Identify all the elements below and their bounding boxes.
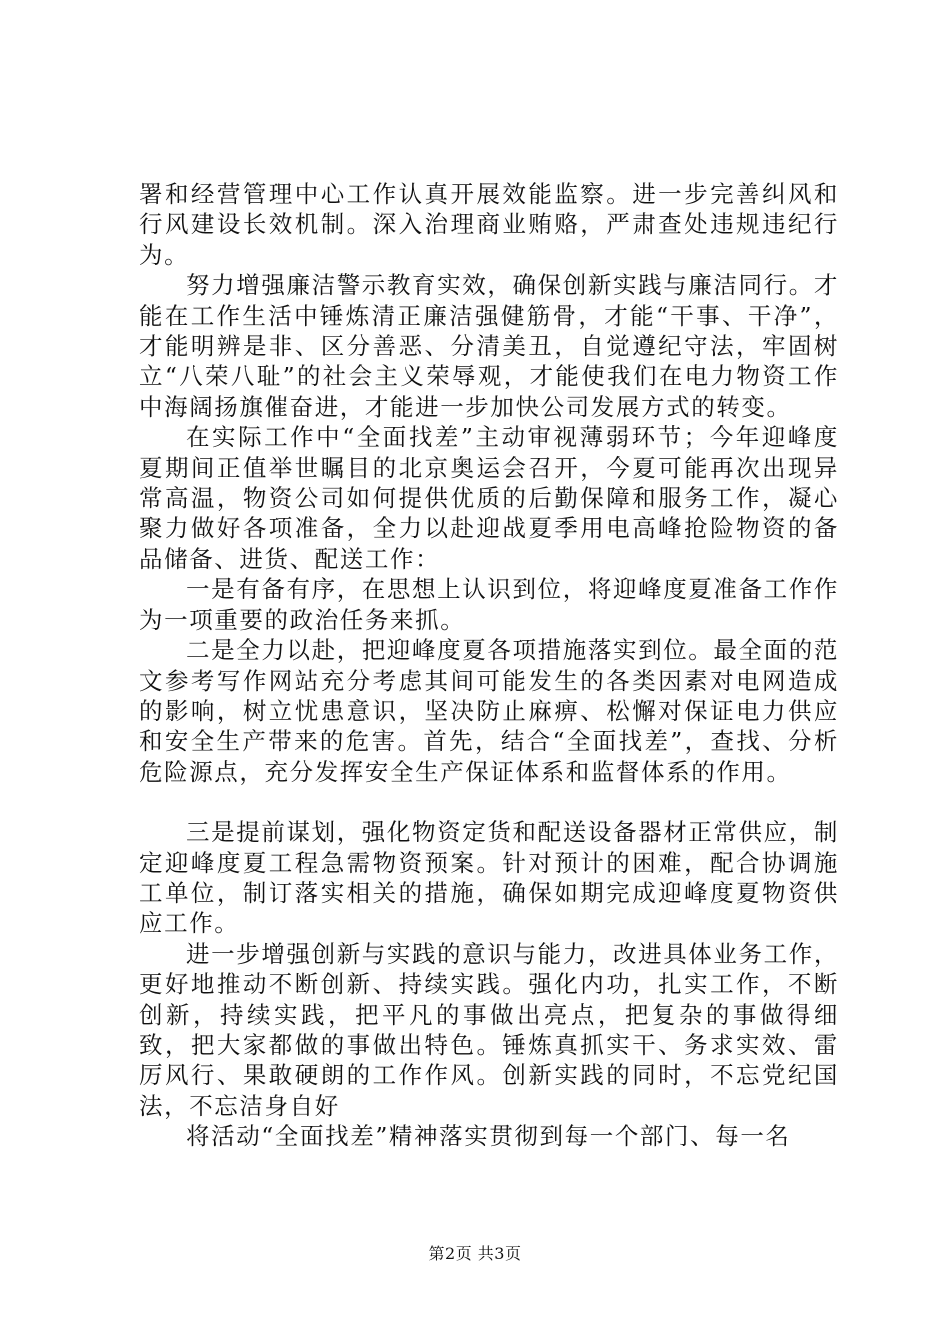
- paragraph-closing: 将活动“全面找差”精神落实贯彻到每一个部门、每一名: [186, 1122, 791, 1151]
- page-number-footer: 第2页 共3页: [428, 1244, 522, 1263]
- paragraph-point-two: 二是全力以赴，把迎峰度夏各项措施落实到位。最全面的范文参考写作网站充分考虑其间可能发生的各类因素对电网造成的影响，树立忧患意识，坚决防止麻痹、松懈对保证电力供应和安全生产带来的危害。首先，结合“全面找差”，查找、分析危险源点，充分发挥安全生产保证体系和监督体系的作用。: [139, 636, 839, 786]
- paragraph-continuation: 署和经营管理中心工作认真开展效能监察。进一步完善纠风和行风建设长效机制。深入治理商业贿赂，严肃查处违规违纪行为。: [139, 180, 839, 269]
- paragraph-summer-peak: 在实际工作中“全面找差”主动审视薄弱环节；今年迎峰度夏期间正值举世瞩目的北京奥运会召开，今夏可能再次出现异常高温，物资公司如何提供优质的后勤保障和服务工作，凝心聚力做好各项准备，全力以赴迎战夏季用电高峰抢险物资的备品储备、进货、配送工作：: [139, 423, 839, 573]
- paragraph-point-three: 三是提前谋划，强化物资定货和配送设备器材正常供应，制定迎峰度夏工程急需物资预案。针对预计的困难，配合协调施工单位，制订落实相关的措施，确保如期完成迎峰度夏物资供应工作。: [139, 818, 839, 938]
- paragraph-integrity-education: 努力增强廉洁警示教育实效，确保创新实践与廉洁同行。才能在工作生活中锤炼清正廉洁强健筋骨，才能“干事、干净”，才能明辨是非、区分善恶、分清美丑，自觉遵纪守法，牢固树立“八荣八耻”的社会主义荣辱观，才能使我们在电力物资工作中海阔扬旗催奋进，才能进一步加快公司发展方式的转变。: [139, 271, 839, 421]
- document-body: [139, 179, 839, 1152]
- paragraph-point-one: 一是有备有序，在思想上认识到位，将迎峰度夏准备工作作为一项重要的政治任务来抓。: [139, 575, 839, 634]
- paragraph-innovation: 进一步增强创新与实践的意识与能力，改进具体业务工作，更好地推动不断创新、持续实践。强化内功，扎实工作，不断创新，持续实践，把平凡的事做出亮点，把复杂的事做得细致，把大家都做的事做出特色。锤炼真抓实干、务求实效、雷厉风行、果敢硬朗的工作作风。创新实践的同时，不忘党纪国法，不忘洁身自好: [139, 939, 839, 1120]
